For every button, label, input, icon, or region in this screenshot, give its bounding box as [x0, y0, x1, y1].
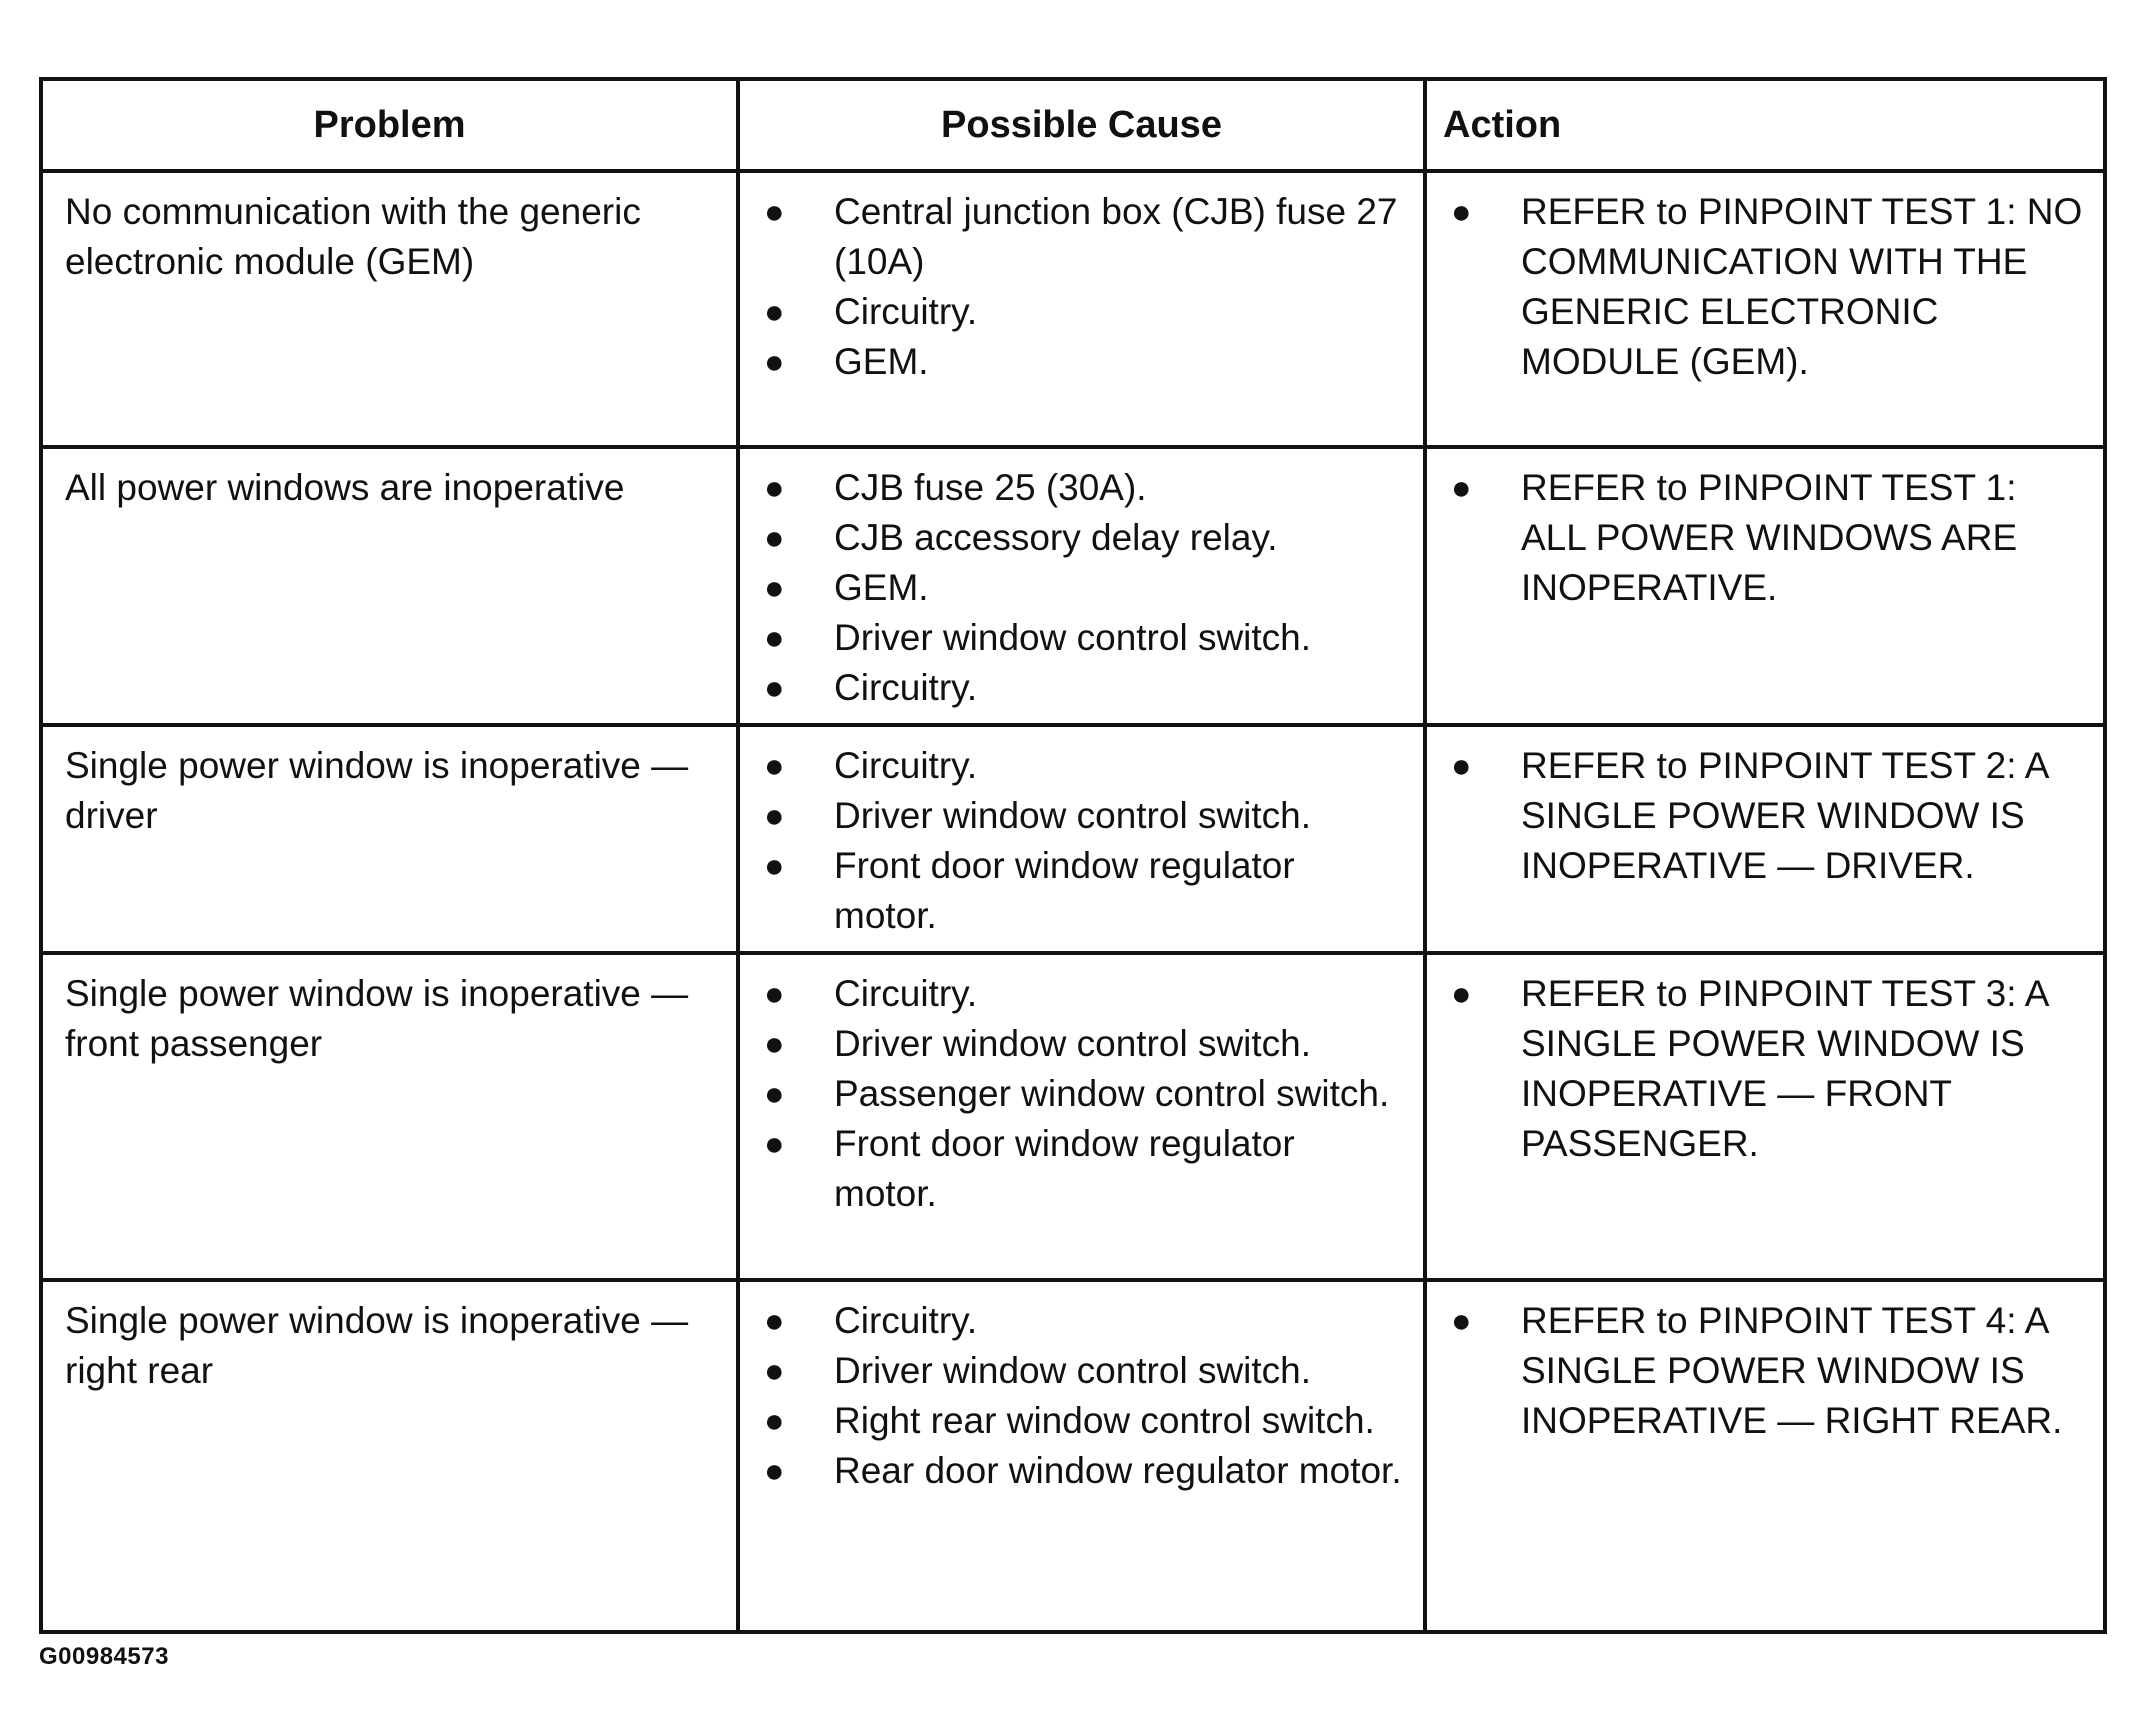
- bullet-icon: ●: [1451, 193, 1472, 231]
- table-row: [41, 447, 2105, 725]
- cause-item: ● Front door window regulator motor.: [762, 841, 1405, 941]
- bullet-icon: ●: [1451, 975, 1472, 1013]
- cause-item: ● Driver window control switch.: [762, 1346, 1405, 1396]
- header-possible-cause: Possible Cause: [738, 79, 1425, 171]
- cause-list: [762, 1296, 1405, 1496]
- action-item: ● REFER to PINPOINT TEST 3: A SINGLE POWER WINDOW IS INOPERATIVE — FRONT PASSENGER.: [1449, 969, 2085, 1169]
- action-cell: [1425, 725, 2105, 953]
- cause-item: ● CJB fuse 25 (30A).: [762, 463, 1405, 513]
- action-list: [1449, 187, 2085, 387]
- header-row: [41, 79, 2105, 171]
- action-list: [1449, 1296, 2085, 1446]
- action-list: [1449, 741, 2085, 891]
- cause-item: ● GEM.: [762, 337, 1405, 387]
- cause-list: [762, 463, 1405, 713]
- header-action: Action: [1425, 79, 2105, 171]
- bullet-icon: ●: [764, 847, 785, 885]
- cause-item: ● Circuitry.: [762, 1296, 1405, 1346]
- cause-item: ● CJB accessory delay relay.: [762, 513, 1405, 563]
- action-cell: [1425, 953, 2105, 1280]
- bullet-icon: ●: [764, 1125, 785, 1163]
- bullet-icon: ●: [764, 669, 785, 707]
- cause-list: [762, 969, 1405, 1219]
- bullet-icon: ●: [764, 193, 785, 231]
- cause-cell: [738, 171, 1425, 447]
- action-item: ● REFER to PINPOINT TEST 4: A SINGLE POWER WINDOW IS INOPERATIVE — RIGHT REAR.: [1449, 1296, 2085, 1446]
- symptom-chart-table: [39, 77, 2107, 1634]
- cause-list: [762, 187, 1405, 387]
- cause-cell: [738, 725, 1425, 953]
- cause-item: ● Central junction box (CJB) fuse 27 (10A): [762, 187, 1405, 287]
- problem-cell: Single power window is inoperative — driver: [41, 725, 738, 953]
- cause-item: ● Driver window control switch.: [762, 791, 1405, 841]
- cause-item: ● Driver window control switch.: [762, 1019, 1405, 1069]
- cause-item: ● Right rear window control switch.: [762, 1396, 1405, 1446]
- bullet-icon: ●: [1451, 469, 1472, 507]
- problem-cell: All power windows are inoperative: [41, 447, 738, 725]
- bullet-icon: ●: [764, 1025, 785, 1063]
- bullet-icon: ●: [764, 1452, 785, 1490]
- cause-item: ● Circuitry.: [762, 287, 1405, 337]
- cause-cell: [738, 1280, 1425, 1632]
- cause-item: ● Circuitry.: [762, 663, 1405, 713]
- cause-item: ● Driver window control switch.: [762, 613, 1405, 663]
- cause-list: [762, 741, 1405, 941]
- action-cell: [1425, 447, 2105, 725]
- action-item: ● REFER to PINPOINT TEST 2: A SINGLE POWER WINDOW IS INOPERATIVE — DRIVER.: [1449, 741, 2085, 891]
- bullet-icon: ●: [764, 747, 785, 785]
- action-list: [1449, 969, 2085, 1169]
- header-problem: Problem: [41, 79, 738, 171]
- problem-cell: Single power window is inoperative — right rear: [41, 1280, 738, 1632]
- table-row: [41, 953, 2105, 1280]
- cause-item: ● Circuitry.: [762, 969, 1405, 1019]
- figure-code: G00984573: [39, 1643, 169, 1670]
- bullet-icon: ●: [764, 519, 785, 557]
- cause-item: ● Circuitry.: [762, 741, 1405, 791]
- action-item: ● REFER to PINPOINT TEST 1: NO COMMUNICATION WITH THE GENERIC ELECTRONIC MODULE (GEM).: [1449, 187, 2085, 387]
- cause-item: ● Rear door window regulator motor.: [762, 1446, 1405, 1496]
- table-row: [41, 171, 2105, 447]
- problem-cell: Single power window is inoperative — front passenger: [41, 953, 738, 1280]
- bullet-icon: ●: [764, 619, 785, 657]
- bullet-icon: ●: [764, 343, 785, 381]
- cause-item: ● Front door window regulator motor.: [762, 1119, 1405, 1219]
- bullet-icon: ●: [764, 1075, 785, 1113]
- bullet-icon: ●: [764, 469, 785, 507]
- bullet-icon: ●: [1451, 1302, 1472, 1340]
- action-item: ● REFER to PINPOINT TEST 1: ALL POWER WINDOWS ARE INOPERATIVE.: [1449, 463, 2085, 613]
- bullet-icon: ●: [764, 569, 785, 607]
- cause-item: ● Passenger window control switch.: [762, 1069, 1405, 1119]
- action-list: [1449, 463, 2085, 613]
- bullet-icon: ●: [764, 975, 785, 1013]
- table-row: [41, 1280, 2105, 1632]
- table-row: [41, 725, 2105, 953]
- cause-cell: [738, 447, 1425, 725]
- action-cell: [1425, 1280, 2105, 1632]
- bullet-icon: ●: [1451, 747, 1472, 785]
- problem-cell: No communication with the generic electronic module (GEM): [41, 171, 738, 447]
- bullet-icon: ●: [764, 293, 785, 331]
- bullet-icon: ●: [764, 1302, 785, 1340]
- bullet-icon: ●: [764, 1402, 785, 1440]
- action-cell: [1425, 171, 2105, 447]
- bullet-icon: ●: [764, 1352, 785, 1390]
- cause-item: ● GEM.: [762, 563, 1405, 613]
- cause-cell: [738, 953, 1425, 1280]
- bullet-icon: ●: [764, 797, 785, 835]
